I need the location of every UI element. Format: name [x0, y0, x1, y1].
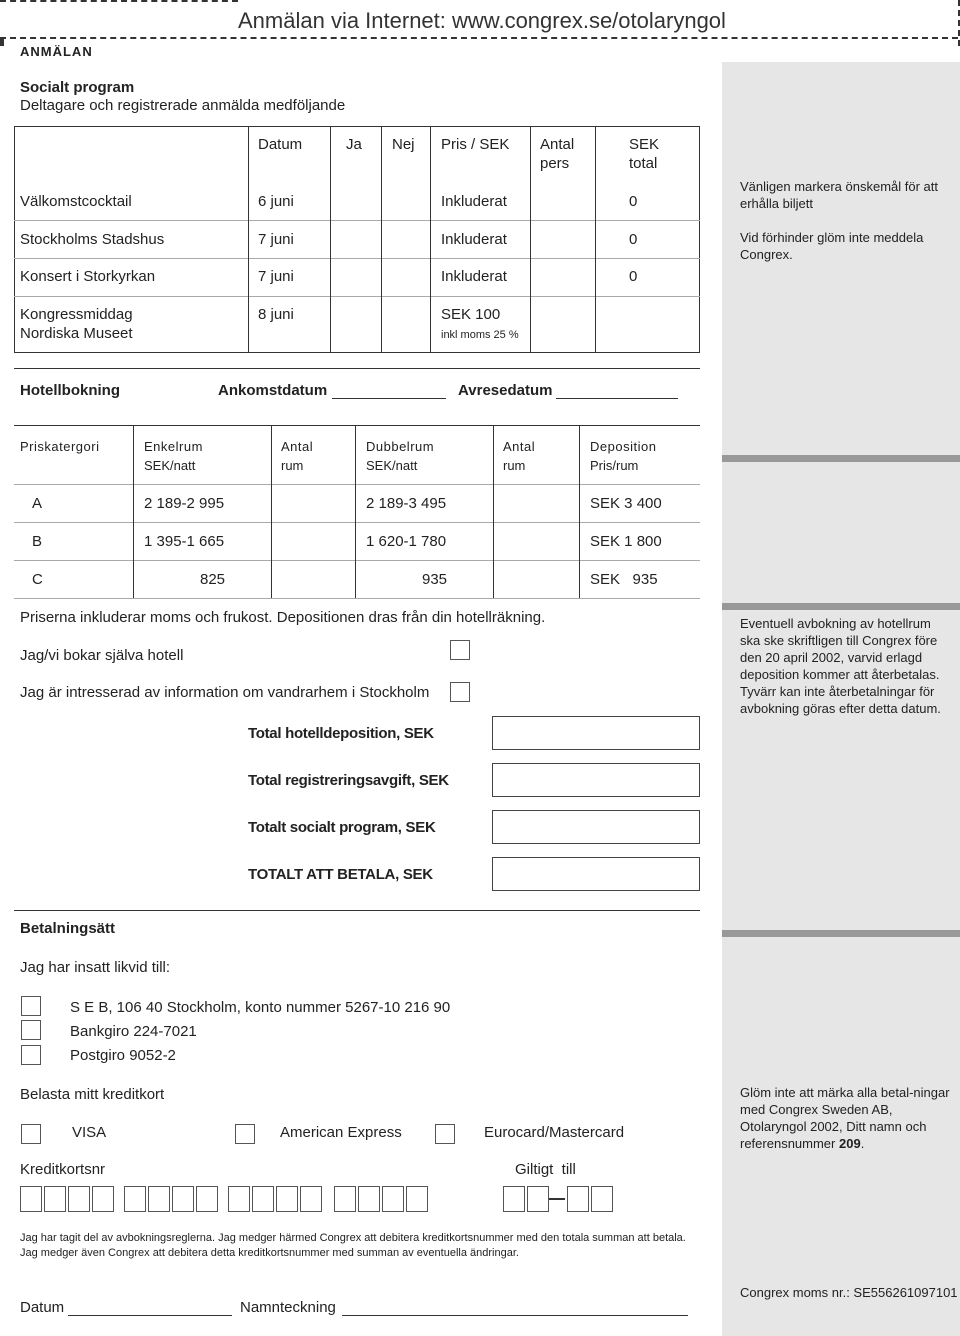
card-digit-cell[interactable]	[300, 1186, 322, 1212]
header-dash-left	[0, 38, 4, 46]
event-price-note: inkl moms 25 %	[441, 329, 519, 341]
event-price: Inkluderat	[441, 268, 507, 285]
col-count: Antal	[540, 136, 575, 153]
card-digit-cell[interactable]	[228, 1186, 250, 1212]
card-digit-cell[interactable]	[148, 1186, 170, 1212]
expiry-separator	[549, 1198, 565, 1200]
social-side-note-1: Vänligen markera önskemål för att erhålla biljett	[740, 179, 938, 211]
right-sidebar-bar-3	[722, 930, 960, 937]
event-total: 0	[629, 268, 638, 285]
date-input-line[interactable]	[68, 1315, 232, 1316]
hotel-title: Hotellbokning	[20, 382, 120, 399]
event-date: 7 juni	[258, 268, 294, 285]
event-price: Inkluderat	[441, 193, 507, 210]
visa-checkbox[interactable]	[21, 1124, 41, 1144]
hostel-info-checkbox[interactable]	[450, 682, 470, 702]
hotel-deposit-total-box[interactable]	[492, 716, 700, 750]
payment-reminder-text: Glöm inte att märka alla betal-ningar med Congrex Sweden AB, Otolaryngol 2002, Ditt namn och referensnummer	[740, 1085, 950, 1151]
col-category: Priskatergori	[20, 439, 100, 454]
card-digit-cell[interactable]	[44, 1186, 66, 1212]
card-digit-cell[interactable]	[68, 1186, 90, 1212]
amex-label: American Express	[280, 1124, 402, 1141]
col-ja: Ja	[346, 136, 362, 153]
card-digit-cell[interactable]	[172, 1186, 194, 1212]
card-digit-cell[interactable]	[406, 1186, 428, 1212]
self-booking-label: Jag/vi bokar själva hotell	[20, 647, 184, 664]
header-top-dash	[0, 0, 238, 2]
event-date: 6 juni	[258, 193, 294, 210]
deposit-price: SEK 935	[590, 571, 658, 588]
hotel-cancel-note: Eventuell avbokning av hotellrum ska ske skriftligen till Congrex före den 20 april 2002, varvid erlagd deposition kommer att återbetalas. Tyvärr kan inte återbetalningar för avbokning göras efter detta datum.	[740, 616, 941, 716]
col-double: Dubbelrum	[366, 439, 435, 454]
col-nej: Nej	[392, 136, 415, 153]
double-price: 1 620-1 780	[366, 533, 447, 550]
expiry-digit-cell[interactable]	[567, 1186, 589, 1212]
expiry-digit-cell[interactable]	[503, 1186, 525, 1212]
signature-label: Namnteckning	[240, 1299, 336, 1316]
col-total: total	[629, 155, 658, 172]
social-title: Socialt program	[20, 79, 135, 96]
double-price: 2 189-3 495	[366, 495, 447, 512]
card-digit-cell[interactable]	[124, 1186, 146, 1212]
signature-input-line[interactable]	[342, 1315, 688, 1316]
hostel-info-label: Jag är intresserad av information om vandrarhem i Stockholm	[20, 684, 430, 701]
eurocard-checkbox[interactable]	[435, 1124, 455, 1144]
departure-label: Avresedatum	[458, 382, 553, 399]
expiry-digit-cell[interactable]	[527, 1186, 549, 1212]
col-count-1: Antal	[281, 439, 314, 454]
grand-total-box[interactable]	[492, 857, 700, 891]
event-name: Stockholms Stadshus	[20, 231, 165, 248]
right-sidebar-bar-1	[722, 455, 960, 462]
terms-text: Jag har tagit del av avbokningsreglerna. Jag medger härmed Congrex att debitera kreditkortsnummer med den totala summan att betala. Jag medger även Congrex att debitera detta kreditkortsnummer med summan av eventuella ändringar.	[20, 1232, 686, 1259]
self-booking-checkbox[interactable]	[450, 640, 470, 660]
date-label: Datum	[20, 1299, 65, 1316]
postgiro-label: Postgiro 9052-2	[70, 1047, 176, 1064]
col-deposit: Deposition	[590, 439, 657, 454]
room-category: B	[32, 533, 43, 550]
arrival-label: Ankomstdatum	[218, 382, 328, 399]
col-count-2-unit: rum	[503, 458, 526, 473]
valid-until-label: Giltigt till	[515, 1161, 576, 1178]
event-date: 8 juni	[258, 306, 294, 323]
registration-total-label: Total registreringsavgift, SEK	[248, 772, 449, 789]
col-double-unit: SEK/natt	[366, 458, 418, 473]
col-count-1-unit: rum	[281, 458, 304, 473]
col-count-unit: pers	[540, 155, 570, 172]
section-label: ANMÄLAN	[20, 44, 93, 59]
cash-label: Jag har insatt likvid till:	[20, 959, 171, 976]
room-category: A	[32, 495, 43, 512]
payment-section-line	[14, 910, 700, 911]
card-digit-cell[interactable]	[92, 1186, 114, 1212]
card-digit-cell[interactable]	[358, 1186, 380, 1212]
vat-number: Congrex moms nr.: SE556261097101	[740, 1285, 958, 1300]
col-single-unit: SEK/natt	[144, 458, 196, 473]
col-single: Enkelrum	[144, 439, 203, 454]
postgiro-checkbox[interactable]	[21, 1045, 41, 1065]
card-digit-cell[interactable]	[382, 1186, 404, 1212]
hotel-price-note: Priserna inkluderar moms och frukost. Depositionen dras från din hotellräkning.	[20, 609, 546, 626]
expiry-digit-cell[interactable]	[591, 1186, 613, 1212]
col-price: Pris / SEK	[441, 136, 510, 153]
arrival-input-line[interactable]	[332, 398, 446, 399]
registration-total-box[interactable]	[492, 763, 700, 797]
event-date: 7 juni	[258, 231, 294, 248]
deposit-price: SEK 3 400	[590, 495, 662, 512]
social-subtitle: Deltagare och registrerade anmälda medföljande	[20, 97, 346, 114]
bankgiro-label: Bankgiro 224-7021	[70, 1023, 197, 1040]
hotel-section-top-line	[14, 368, 700, 369]
col-count-2: Antal	[503, 439, 536, 454]
col-sek: SEK	[629, 136, 660, 153]
event-total: 0	[629, 231, 638, 248]
card-label: Belasta mitt kreditkort	[20, 1086, 165, 1103]
event-price: SEK 100	[441, 306, 501, 323]
double-price: 935	[422, 571, 448, 588]
eurocard-label: Eurocard/Mastercard	[484, 1124, 625, 1141]
reference-number: 209	[838, 1136, 861, 1151]
event-price: Inkluderat	[441, 231, 507, 248]
bankgiro-checkbox[interactable]	[21, 1020, 41, 1040]
col-datum: Datum	[258, 136, 303, 153]
grand-total-label: TOTALT ATT BETALA, SEK	[248, 866, 433, 883]
seb-label: S E B, 106 40 Stockholm, konto nummer 5267-10 216 90	[70, 999, 451, 1016]
right-sidebar-bottom	[722, 610, 960, 1336]
header-dash-right	[955, 0, 960, 46]
deposit-price: SEK 1 800	[590, 533, 662, 550]
social-total-label: Totalt socialt program, SEK	[248, 819, 436, 836]
single-price: 825	[200, 571, 226, 588]
departure-input-line[interactable]	[556, 398, 678, 399]
payment-title: Betalningsätt	[20, 920, 116, 937]
event-total: 0	[629, 193, 638, 210]
amex-checkbox[interactable]	[235, 1124, 255, 1144]
col-deposit-unit: Pris/rum	[590, 458, 639, 473]
social-total-box[interactable]	[492, 810, 700, 844]
card-digit-cell[interactable]	[252, 1186, 274, 1212]
card-digit-cell[interactable]	[196, 1186, 218, 1212]
hotel-deposit-total-label: Total hotelldeposition, SEK	[248, 725, 434, 742]
event-name: Välkomstcocktail	[20, 193, 132, 210]
event-name: Konsert i Storkyrkan	[20, 268, 156, 285]
event-name: Kongressmiddag	[20, 306, 133, 323]
payment-reminder-end: .	[860, 1136, 865, 1151]
header-dash-line	[0, 37, 958, 39]
room-category: C	[32, 571, 43, 588]
card-number-label: Kreditkortsnr	[20, 1161, 106, 1178]
single-price: 2 189-2 995	[144, 495, 225, 512]
event-name-2: Nordiska Museet	[20, 325, 133, 342]
right-sidebar-bar-2	[722, 603, 960, 610]
seb-checkbox[interactable]	[21, 996, 41, 1016]
header-url-title: Anmälan via Internet: www.congrex.se/otolaryngol	[238, 8, 726, 33]
payment-reminder	[740, 1084, 950, 1152]
card-digit-cell[interactable]	[334, 1186, 356, 1212]
right-sidebar-top	[722, 62, 960, 610]
card-digit-cell[interactable]	[276, 1186, 298, 1212]
single-price: 1 395-1 665	[144, 533, 225, 550]
visa-label: VISA	[72, 1124, 107, 1141]
card-digit-cell[interactable]	[20, 1186, 42, 1212]
social-side-note-2: Vid förhinder glöm inte meddela Congrex.	[740, 230, 924, 262]
